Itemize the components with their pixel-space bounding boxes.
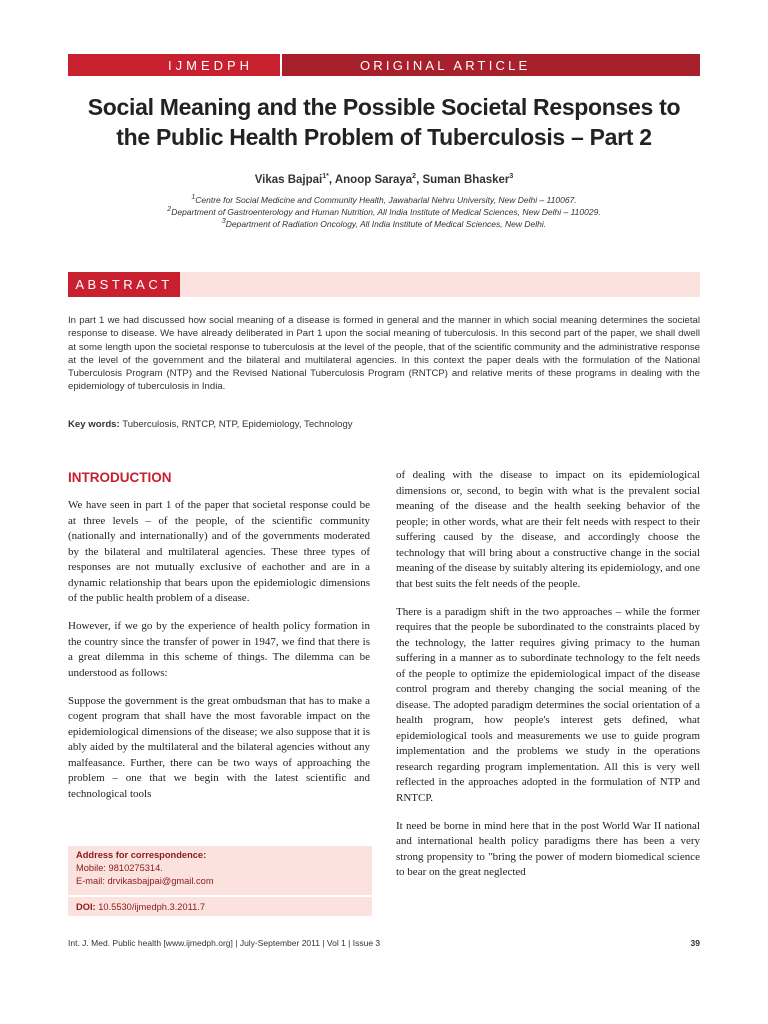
correspondence-box — [68, 846, 372, 916]
left-column — [68, 498, 370, 840]
keywords-label: Key words: — [68, 419, 120, 430]
abstract-bar — [68, 272, 700, 297]
affiliation-text: Department of Radiation Oncology, All India Institute of Medical Sciences, New Delhi. — [225, 219, 547, 229]
correspondence-mobile: Mobile: 9810275314. — [76, 863, 163, 873]
doi-value[interactable]: 10.5530/ijmedph.3.2011.7 — [98, 902, 206, 912]
body-paragraph: of dealing with the disease to impact on its epidemiological dimensions or, second, to begin with what is the prevalent social meaning of the disease and the health seeking behavior of the people; in other words, what are their felt needs with respect to their suffering caused by the disease, and accordingly choose the technology that will bring about a constructive change in the social meaning of the disease by suitably altering its epidemiology, and one that best suits the felt needs of the people. — [396, 469, 700, 590]
author-name: Vikas Bajpai — [254, 174, 323, 186]
affiliation-sup: 1 — [191, 194, 196, 201]
body-paragraph: There is a paradigm shift in the two approaches – while the former requires that the people be subordinated to the constraints placed by the technology, the latter requires giving primacy to the human suffering in a manner as to subordinate technology to the felt needs of the people to optimize the epidemiological impact of the disease control program and thereby changing the social meaning of the disease. The adopted paradigm determines the social orientation of a health program, how people's interest gets defined, what epidemiological tools and measurements we use to guide program implementation and the problems we study in the operations research regarding program implementation. All this is very well reflected in the approaches adopted in the formulation of NTP and RNTCP. — [396, 605, 700, 804]
body-paragraph: However, if we go by the experience of health policy formation in the country since the transfer of power in 1947, we find that there is a great dilemma in this scheme of things. The dilemma can be understood as follows: — [68, 620, 370, 679]
article-title: Social Meaning and the Possible Societal Responses to the Public Health Problem of Tuberculosis – Part 2 — [87, 94, 681, 150]
body-paragraph: We have seen in part 1 of the paper that societal response could be at three levels – of the people, of the scientific community (nationally and internationally) and of the governments moderated by the bilateral and multilateral agencies. These three types of responses are not mutually exclusive of eachother and are in a dynamic relationship that bears upon the epidemiologic dimensions of the public health problem of a disease. — [68, 499, 370, 604]
affiliation-sup: 3 — [221, 218, 226, 225]
abstract-label: ABSTRACT — [68, 272, 180, 297]
author-sup: 1* — [322, 173, 329, 180]
correspondence-title: Address for correspondence: — [76, 850, 207, 860]
affiliation-sup: 2 — [167, 206, 172, 213]
journal-header-bar — [68, 54, 700, 76]
doi-label: DOI: — [76, 902, 96, 912]
right-column — [396, 468, 700, 924]
body-paragraph: Suppose the government is the great ombudsman that has to make a cogent program that shall have the most favorable impact on the epidemiological dimensions of the disease; we also suppose that it is ably aided by the multilateral and the bilateral agencies without any malfeasance. Further, there can be two ways of approaching the problem – one that we begin with the latest scientific and technological tools — [68, 694, 370, 800]
correspondence-email[interactable]: E-mail: drvikasbajpai@gmail.com — [76, 876, 214, 886]
affiliation-text: Centre for Social Medicine and Community Health, Jawaharlal Nehru University, New Delhi – 110067. — [195, 195, 577, 205]
doi — [76, 902, 205, 912]
article-type: ORIGINAL ARTICLE — [282, 54, 700, 76]
page-number: 39 — [690, 938, 700, 948]
affiliation — [68, 195, 700, 205]
journal-name: IJMEDPH — [68, 54, 280, 76]
keywords — [68, 419, 700, 430]
abstract-text: In part 1 we had discussed how social meaning of a disease is formed in general and the manner in which social meaning determines the societal response to disease. We have already deliberated in Part 1 upon the social meaning of tuberculosis. In this second part of the paper, we shall dwell at some length upon the societal response to tuberculosis at the level of the people, that of the scientific community and the administrative response at the level of the government and the bilateral and multilateral agencies. In this context the paper deals with the formulation of the National Tuberculosis Program (NTP) and the Revised National Tuberculosis Program (RNTCP) and relative merits of these programs in dealing with the epidemiology of tuberculosis in India. — [68, 315, 700, 393]
author-name: Anoop Saraya — [334, 174, 413, 186]
keywords-values: Tuberculosis, RNTCP, NTP, Epidemiology, Technology — [122, 419, 353, 430]
author-list: Vikas Bajpai$^{1*}$, Anoop Saraya$^2$, Suman Bhasker$^3$ — [254, 173, 514, 186]
affiliation-text: Department of Gastroenterology and Human Nutrition, All India Institute of Medical Sciences, New Delhi – 110029. — [171, 207, 601, 217]
affiliation — [68, 219, 700, 229]
correspondence-divider — [68, 895, 372, 897]
affiliation — [68, 207, 700, 217]
section-heading-introduction: INTRODUCTION — [68, 470, 172, 485]
author-sup: 2 — [412, 173, 417, 180]
author-sup: 3 — [509, 173, 514, 180]
body-paragraph: It need be borne in mind here that in the post World War II national and international health policy paradigms there has been a very strong propensity to "bring the power of modern biomedical science to bear on the great neglected — [396, 819, 700, 878]
footer-citation: Int. J. Med. Public health [www.ijmedph.org] | July-September 2011 | Vol 1 | Issue 3 — [68, 938, 381, 948]
author-name: Suman Bhasker — [422, 174, 510, 186]
